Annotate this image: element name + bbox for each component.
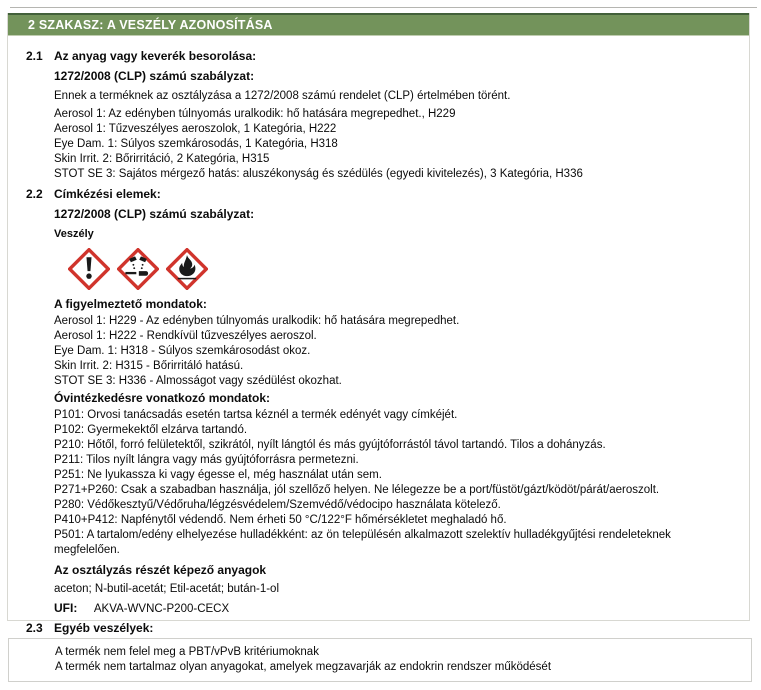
ufi-label: UFI: xyxy=(54,601,78,615)
hazard-statement: STOT SE 3: H336 - Almosságot vagy szédülést okozhat. xyxy=(54,375,342,387)
pbt-statement-line: A termék nem felel meg a PBT/vPvB kritériumoknak xyxy=(55,646,319,658)
classification-item: STOT SE 3: Sajátos mérgező hatás: aluszékonyság és szédülés (egyedi kivitelezés), 3 Kategória, H336 xyxy=(54,168,583,180)
precaution-statement: P271+P260: Csak a szabadban használja, jól szellőző helyen. Ne lélegezze be a port/füstöt/gázt/ködöt/párát/aeroszolt. xyxy=(54,484,660,496)
classification-item: Aerosol 1: Az edényben túlnyomás uralkodik: hő hatására megrepedhet., H229 xyxy=(54,108,456,120)
precaution-statement: P210: Hőtől, forró felületektől, szikrától, nyílt lángtól és más gyújtóforrástól távol tartandó. Tilos a dohányzás. xyxy=(54,439,606,451)
components-list: aceton; N-butil-acetát; Etil-acetát; bután-1-ol xyxy=(54,583,280,595)
clp-regulation-heading-2: 1272/2008 (CLP) számú szabályzat: xyxy=(54,207,255,221)
subsection-2-3-heading xyxy=(8,621,749,636)
components-heading: Az osztályzás részét képező anyagok xyxy=(54,563,267,577)
subsection-2-1-title: Az anyag vagy keverék besorolása: xyxy=(54,49,257,63)
subsection-2-3-title: Egyéb veszélyek: xyxy=(54,621,154,635)
ufi-value: AKVA-WVNC-P200-CECX xyxy=(93,603,230,615)
ghs-pictogram-row xyxy=(8,246,749,292)
precaution-statements-list xyxy=(8,408,749,558)
endocrine-statement-line: A termék nem tartalmaz olyan anyagokat, amelyek megzavarják az endokrin rendszer működését xyxy=(55,661,552,673)
section-content xyxy=(8,49,749,636)
hazard-statement: Eye Dam. 1: H318 - Súlyos szemkárosodást okoz. xyxy=(54,345,311,357)
hazard-statement: Aerosol 1: H229 - Az edényben túlnyomás uralkodik: hő hatására megrepedhet. xyxy=(54,315,460,327)
clp-regulation-heading-1: 1272/2008 (CLP) számú szabályzat: xyxy=(54,69,255,83)
classification-list xyxy=(8,107,749,182)
hazard-statements-heading: A figyelmeztető mondatok: xyxy=(54,297,207,311)
hazard-statements-list xyxy=(8,314,749,389)
top-divider xyxy=(10,7,757,8)
precaution-statements-heading: Óvintézkedésre vonatkozó mondatok: xyxy=(54,391,271,405)
hazard-statement: Skin Irrit. 2: H315 - Bőrirritáló hatású. xyxy=(54,360,244,372)
classification-item: Aerosol 1: Tűzveszélyes aeroszolok, 1 Kategória, H222 xyxy=(54,123,337,135)
hazard-statement: Aerosol 1: H222 - Rendkívül tűzveszélyes aeroszol. xyxy=(54,330,317,342)
ghs07-exclamation-icon xyxy=(68,248,110,290)
precaution-statement: P501: A tartalom/edény elhelyezése hulladékként: az ön településén alkalmazott szelektív hulladékgyűjtési rendeleteknek megfelelően. xyxy=(54,529,671,556)
classification-item: Skin Irrit. 2: Bőrirritáció, 2 Kategória, H315 xyxy=(54,153,270,165)
precaution-statement: P251: Ne lyukassza ki vagy égesse el, még használat után sem. xyxy=(54,469,382,481)
precaution-statement: P280: Védőkesztyű/Védőruha/légzésvédelem/Szemvédő/védocipo használata kötelező. xyxy=(54,499,501,511)
subsection-2-2-title: Címkézési elemek: xyxy=(54,187,161,201)
section-title: 2 SZAKASZ: A VESZÉLY AZONOSÍTÁSA xyxy=(28,18,273,32)
subsection-2-2-number: 2.2 xyxy=(26,187,43,201)
ghs05-corrosion-icon xyxy=(117,248,159,290)
section-header-bar xyxy=(8,13,749,36)
ghs02-flame-icon xyxy=(166,248,208,290)
precaution-statement: P410+P412: Napfénytől védendő. Nem érheti 50 °C/122°F hőmérsékletet meghaladó hő. xyxy=(54,514,507,526)
subsection-2-1-heading xyxy=(8,49,749,64)
signal-word: Veszély xyxy=(54,228,94,240)
ufi-row xyxy=(8,601,749,617)
precaution-statement: P102: Gyermekektől elzárva tartandó. xyxy=(54,424,248,436)
precaution-statement: P211: Tilos nyílt lángra vagy más gyújtóforrásra permetezni. xyxy=(54,454,359,466)
section-2-box xyxy=(7,13,750,635)
classification-intro: Ennek a terméknek az osztályzása a 1272/2008 számú rendelet (CLP) értelmében törént. xyxy=(54,90,511,102)
subsection-2-2-heading xyxy=(8,187,749,202)
subsection-2-3-number: 2.3 xyxy=(26,621,43,635)
precaution-statement: P101: Orvosi tanácsadás esetén tartsa kéznél a termék edényét vagy címkéjét. xyxy=(54,409,458,421)
classification-item: Eye Dam. 1: Súlyos szemkárosodás, 1 Kategória, H318 xyxy=(54,138,338,150)
pbt-statement-box xyxy=(8,638,752,682)
subsection-2-1-number: 2.1 xyxy=(26,49,43,63)
